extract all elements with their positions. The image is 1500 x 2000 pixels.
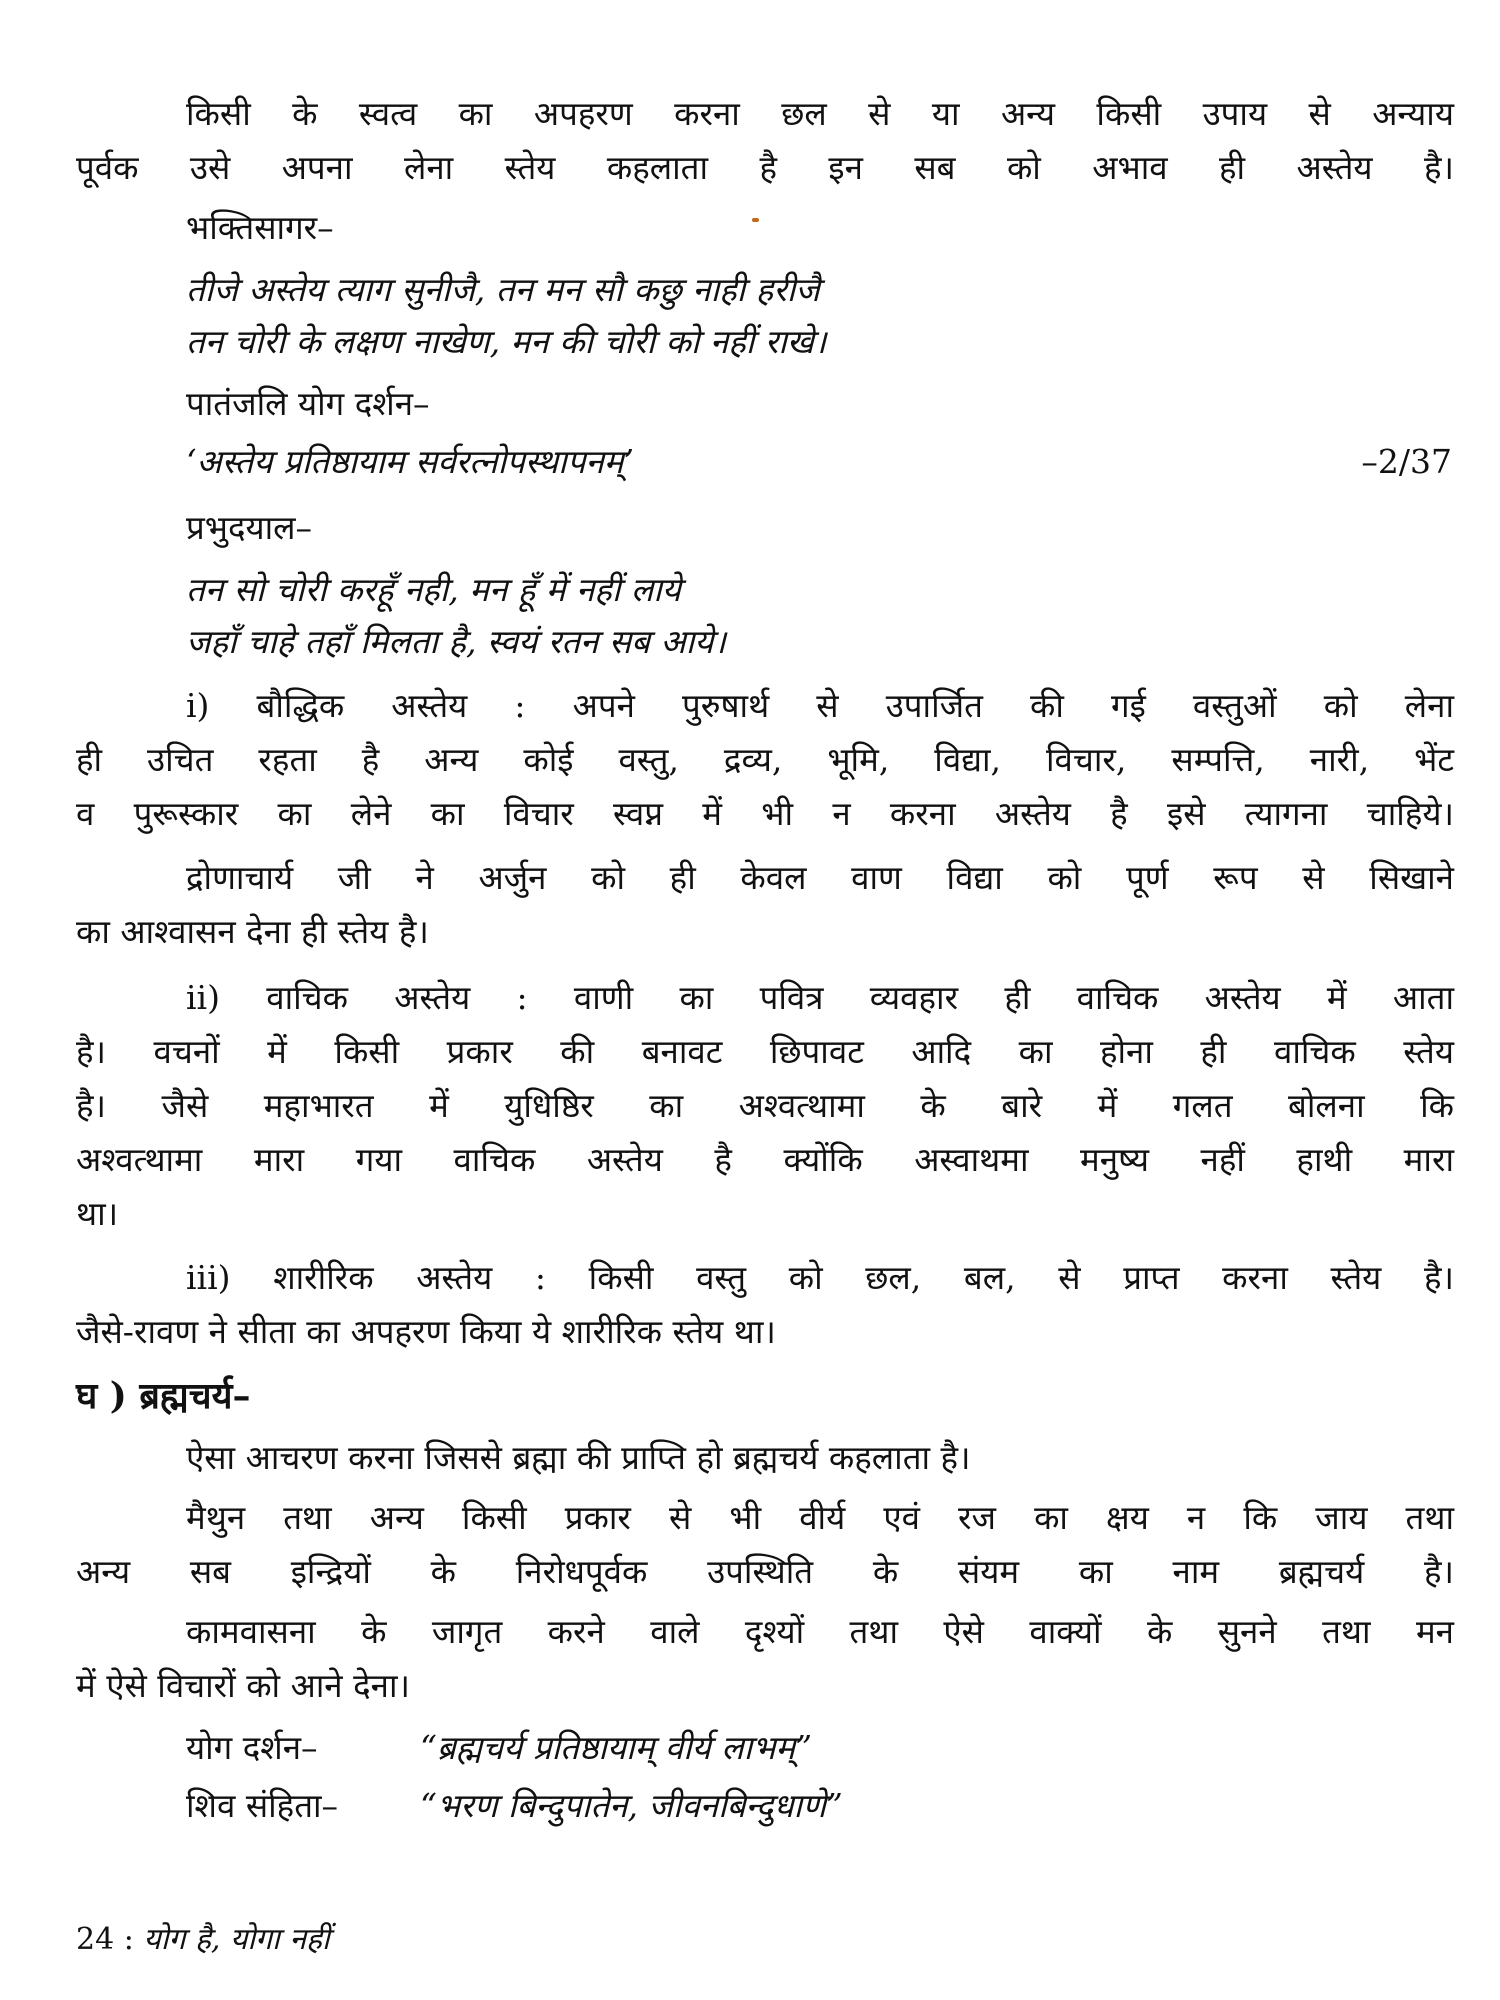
book-title: योग है, योगा नहीं (143, 1922, 330, 1957)
prabhudayal-verse-2: जहाँ चाहे तहाँ मिलता है, स्वयं रतन सब आये। (186, 622, 726, 661)
bauddhik-line-1: i) बौद्धिक अस्तेय : अपने पुरुषार्थ से उपार्जित की गई वस्तुओं को लेना (186, 686, 1454, 725)
vachik-line-4: अश्वत्थामा मारा गया वाचिक अस्तेय है क्योंकि अस्वाथमा मनुष्य नहीं हाथी मारा (76, 1140, 1454, 1179)
paragraph-1-line-1: किसी के स्वत्व का अपहरण करना छल से या अन्य किसी उपाय से अन्याय (186, 94, 1454, 133)
vachik-line-5: था। (76, 1194, 119, 1233)
vachik-line-1: ii) वाचिक अस्तेय : वाणी का पवित्र व्यवहार ही वाचिक अस्तेय में आता (186, 978, 1454, 1017)
ink-speck (752, 218, 759, 222)
page-number: 24 : (76, 1922, 134, 1957)
patanjali-label: पातंजलि योग दर्शन– (186, 384, 430, 423)
vachik-line-3: है। जैसे महाभारत में युधिष्ठिर का अश्वत्थामा के बारे में गलत बोलना कि (76, 1086, 1454, 1125)
brahma-para-2-line-1: मैथुन तथा अन्य किसी प्रकार से भी वीर्य एवं रज का क्षय न कि जाय तथा (186, 1498, 1454, 1537)
brahma-para-3-line-1: कामवासना के जागृत करने वाले दृश्यों तथा ऐसे वाक्यों के सुनने तथा मन (186, 1612, 1454, 1651)
brahma-para-2-line-2: अन्य सब इन्द्रियों के निरोधपूर्वक उपस्थिति के संयम का नाम ब्रह्मचर्य है। (76, 1552, 1454, 1591)
drona-line-1: द्रोणाचार्य जी ने अर्जुन को ही केवल वाण विद्या को पूर्ण रूप से सिखाने (186, 858, 1454, 897)
section-heading-brahmacharya: घ ) ब्रह्मचर्य– (76, 1375, 251, 1417)
brahma-para-1: ऐसा आचरण करना जिससे ब्रह्मा की प्राप्ति हो ब्रह्मचर्य कहलाता है। (186, 1438, 971, 1477)
brahma-para-3-line-2: में ऐसे विचारों को आने देना। (76, 1666, 411, 1705)
patanjali-verse: ‘अस्तेय प्रतिष्ठायाम सर्वरत्नोपस्थापनम्’ (186, 442, 634, 481)
yogdarshan-label: योग दर्शन– (186, 1728, 318, 1767)
shivsamhita-verse: “भरण बिन्दुपातेन, जीवनबिन्दुधाणे” (420, 1786, 843, 1825)
prabhudayal-label: प्रभुदयाल– (186, 508, 313, 547)
page-footer (76, 1920, 330, 1960)
drona-line-2: का आश्वासन देना ही स्तेय है। (76, 912, 429, 951)
vachik-line-2: है। वचनों में किसी प्रकार की बनावट छिपावट आदि का होना ही वाचिक स्तेय (76, 1032, 1454, 1071)
sharirik-line-1: iii) शारीरिक अस्तेय : किसी वस्तु को छल, बल, से प्राप्त करना स्तेय है। (186, 1258, 1454, 1297)
bauddhik-line-3: व पुरूस्कार का लेने का विचार स्वप्न में भी न करना अस्तेय है इसे त्यागना चाहिये। (76, 794, 1454, 833)
shivsamhita-label: शिव संहिता– (186, 1786, 339, 1825)
bhaktisagar-verse-1: तीजे अस्तेय त्याग सुनीजै, तन मन सौ कछु नाही हरीजै (186, 270, 820, 309)
patanjali-reference: –2/37 (1361, 442, 1452, 481)
bhaktisagar-verse-2: तन चोरी के लक्षण नाखेण, मन की चोरी को नहीं राखे। (186, 322, 827, 361)
bauddhik-line-2: ही उचित रहता है अन्य कोई वस्तु, द्रव्य, भूमि, विद्या, विचार, सम्पत्ति, नारी, भेंट (76, 740, 1454, 779)
paragraph-1-line-2: पूर्वक उसे अपना लेना स्तेय कहलाता है इन सब को अभाव ही अस्तेय है। (76, 148, 1454, 187)
bhaktisagar-label: भक्तिसागर– (186, 208, 334, 247)
yogdarshan-verse: “ब्रह्मचर्य प्रतिष्ठायाम् वीर्य लाभम्” (420, 1728, 813, 1767)
prabhudayal-verse-1: तन सो चोरी करहूँ नही, मन हूँ में नहीं लाये (186, 570, 681, 609)
sharirik-line-2: जैसे-रावण ने सीता का अपहरण किया ये शारीरिक स्तेय था। (76, 1312, 776, 1351)
